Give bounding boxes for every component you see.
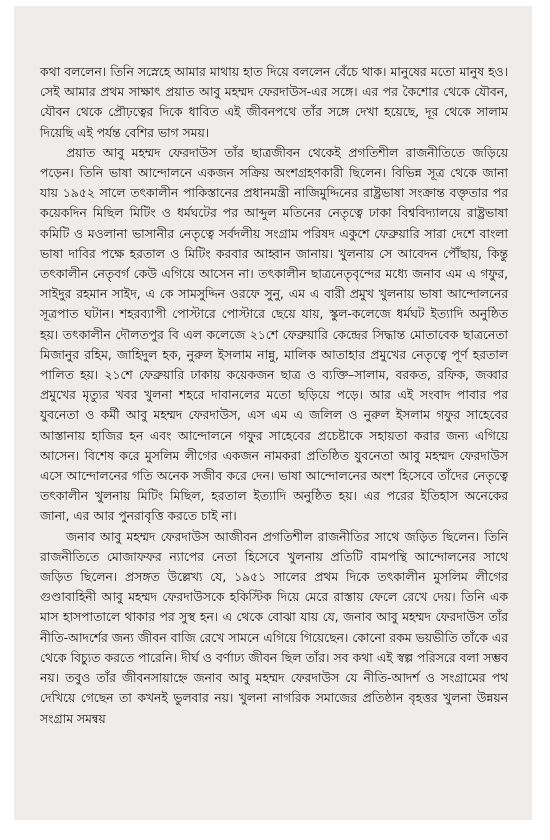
body-text: [40, 62, 508, 729]
paragraph-1: কথা বললেন। তিনি সস্নেহে আমার মাথায় হাত দিয়ে বললেন বেঁচে থাক। মানুষের মতো মানুষ হও। সেই আমার প্রথম সাক্ষাৎ প্রয়াত আবু মহম্মদ ফেরদাউস-এর সঙ্গে। এর পর কৈশোর থেকে যৌবন, যৌবন থেকে প্রৌঢ়ত্বের দিকে ধাবিত এই জীবনপথে তাঁর সঙ্গে দেখা হয়েছে, দূর থেকে সালাম দিয়েছি এই পর্যন্ত বেশির ভাগ সময়।: [40, 65, 508, 140]
paragraph-2: প্রয়াত আবু মহম্মদ ফেরদাউস তাঁর ছাত্রজীবন থেকেই প্রগতিশীল রাজনীতিতে জড়িয়ে পড়েন। তিনি ভাষা আন্দোলনে একজন সক্রিয় অংশগ্রহণকারী ছিলেন। বিভিন্ন সূত্র থেকে জানা যায় ১৯৫২ সালে তৎকালীন পাকিস্তানের প্রধানমন্ত্রী নাজিমুদ্দিনের রাষ্ট্রভাষা সংক্রান্ত বক্তৃতার পর কয়েকদিন মিছিল মিটিং ও ধর্মঘটের পর আব্দুল মতিনের নেতৃত্বে ঢাকা বিশ্ববিদ্যালয়ে রাষ্ট্রভাষা কমিটি ও মওলানা ভাসানীর নেতৃত্বে সর্বদলীয় সংগ্রাম পরিষদ একুশে ফেব্রুয়ারি সারা দেশে বাংলা ভাষা দাবির পক্ষে হরতাল ও মিটিং করবার আহ্বান জানায়। খুলনায় সে আবেদন পৌঁছায়, কিন্তু তৎকালীন নেতৃবর্গ কেউ এগিয়ে আসেন না। তৎকালীন ছাত্রনেতৃবৃন্দের মধ্যে জনাব এম এ গফুর, সাইদুর রহমান সাইদ, এ কে সামসুদ্দিন ওরফে সুনু, এম এ বারী প্রমুখ খুলনায় ভাষা আন্দোলনের সূত্রপাত ঘটান। শহরব্যাপী পোস্টারে পোস্টারে ছেয়ে যায়, স্কুল-কলেজে ধর্মঘট ইত্যাদি অনুষ্ঠিত হয়। তৎকালীন দৌলতপুর বি এল কলেজে ২১শে ফেব্রুয়ারি কেন্দ্রের সিদ্ধান্ত মোতাবেক ছাত্রনেতা মিজানুর রহিম, জাহিদুল হক, নুরুল ইসলাম নান্নু, মালিক আতাহার প্রমুখের নেতৃত্বে পূর্ণ হরতাল পালিত হয়। ২১শে ফেব্রুয়ারি ঢাকায় কয়েকজন ছাত্র ও ব্যক্তি–সালাম, বরকত, রফিক, জব্বার প্রমুখের মৃত্যুর খবর খুলনা শহরে দাবানলের মতো ছড়িয়ে পড়ে। আর এই সংবাদ পাবার পর যুবনেতা ও কর্মী আবু মহম্মদ ফেরদাউস, এস এম এ জলিল ও নুরুল ইসলাম গফুর সাহেবের আস্তানায় হাজির হন এবং আন্দোলনে গফুর সাহেবের প্রচেষ্টাকে সহায়তা করার জন্য এগিয়ে আসেন। বিশেষ করে মুসলিম লীগের একজন নামকরা প্রতিষ্ঠিত যুবনেতা আবু মহম্মদ ফেরদাউস এসে আন্দোলনের গতি অনেক সজীব করে দেন। ভাষা আন্দোলনের অংশ হিসেবে তাঁদের নেতৃত্বে তৎকালীন খুলনায় মিটিং মিছিল, হরতাল ইত্যাদি অনুষ্ঠিত হয়। এর পরের ইতিহাস অনেকের জানা, এর আর পুনরাবৃত্তি করতে চাই না।: [40, 145, 508, 524]
paragraph-3: জনাব আবু মহম্মদ ফেরদাউস আজীবন প্রগতিশীল রাজনীতির সাথে জড়িত ছিলেন। তিনি রাজনীতিতে মোজাফফর ন্যাপের নেতা হিসেবে খুলনায় প্রতিটি বামপন্থি আন্দোলনের সাথে জড়িত ছিলেন। প্রসঙ্গত উল্লেখ্য যে, ১৯৫১ সালের প্রথম দিকে তৎকালীন মুসলিম লীগের গুণ্ডাবাহিনী আবু মহম্মদ ফেরদাউসকে হকিস্টিক দিয়ে মেরে রাস্তায় ফেলে রেখে দেয়। তিনি এক মাস হাসপাতালে থাকার পর সুস্থ হন। এ থেকে বোঝা যায় যে, জনাব আবু মহম্মদ ফেরদাউস তাঁর নীতি-আদর্শের জন্য জীবন বাজি রেখে সামনে এগিয়ে গিয়েছেন। কোনো রকম ভয়ভীতি তাঁকে এর থেকে বিচ্যুত করতে পারেনি। দীর্ঘ ও বর্ণাঢ্য জীবন ছিল তাঁর। সব কথা এই স্বল্প পরিসরে বলা সম্ভব নয়। তবুও তাঁর জীবনসায়াহ্নে জনাব আবু মহম্মদ ফেরদাউস যে নীতি-আদর্শ ও সংগ্রামের পথ দেখিয়ে গেছেন তা কখনই ভুলবার নয়। খুলনা নাগরিক সমাজের প্রতিষ্ঠান বৃহত্তর খুলনা উন্নয়ন সংগ্রাম সমন্বয়: [40, 529, 508, 726]
